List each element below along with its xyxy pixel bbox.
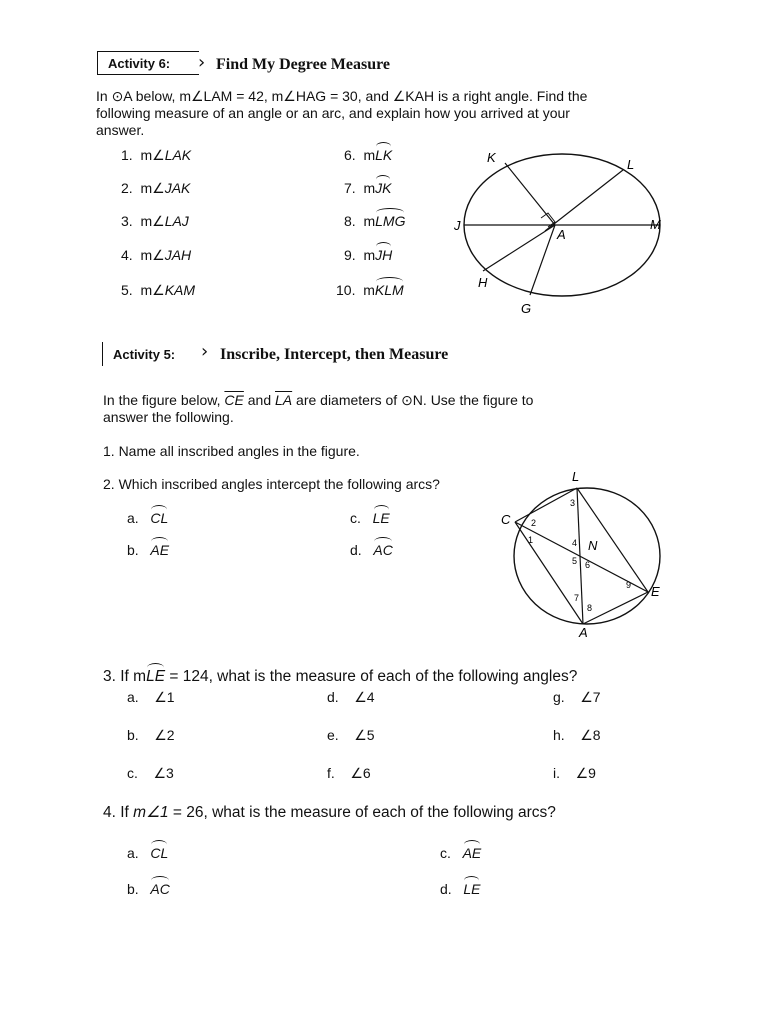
q2-item-a: a. CL: [127, 510, 169, 526]
segment-la: [545, 170, 623, 231]
question-1: 1. Name all inscribed angles in the figure.: [103, 443, 360, 459]
chevron-right-icon: ›: [198, 52, 206, 73]
label-c: C: [501, 512, 511, 527]
label-k: K: [487, 150, 496, 165]
label-a: A: [579, 625, 588, 640]
activity5-title: Inscribe, Intercept, then Measure: [220, 346, 449, 363]
q4-item-c: c. AE: [440, 845, 482, 861]
activity6-title: Find My Degree Measure: [216, 56, 391, 73]
segment-ha: [483, 225, 555, 271]
activity6-item-10: 10. mKLM: [336, 282, 404, 298]
angle-label-4: 4: [572, 538, 578, 548]
label-j: J: [454, 218, 461, 233]
q2-item-d: d. AC: [350, 542, 393, 558]
angle-label-6: 6: [585, 560, 591, 570]
activity6-item-5: 5. m∠KAM: [121, 282, 196, 298]
q3-item-h: h. ∠8: [553, 727, 601, 743]
chord-cl: [515, 488, 577, 522]
angle-label-3: 3: [570, 498, 576, 508]
q3-item-i: i. ∠9: [553, 765, 596, 781]
label-a: A: [557, 227, 566, 242]
activity6-item-3: 3. m∠LAJ: [121, 213, 189, 229]
label-h: H: [478, 275, 488, 290]
q2-item-c: c. LE: [350, 510, 390, 526]
activity6-item-8: 8. mLMG: [344, 213, 406, 229]
q2-item-b: b. AE: [127, 542, 170, 558]
q3-item-g: g. ∠7: [553, 689, 601, 705]
activity6-intro-line1: In ⊙A below, m∠LAM = 42, m∠HAG = 30, and ∠KAH is a right angle. Find the: [96, 88, 588, 104]
q3-item-f: f. ∠6: [327, 765, 371, 781]
label-e: E: [651, 584, 660, 599]
activity6-item-2: 2. m∠JAK: [121, 180, 191, 196]
label-l: L: [627, 157, 635, 172]
activity5-tag: [102, 342, 202, 366]
label-l: L: [572, 469, 580, 484]
diameter-la-label: $\overline{LA}$: [275, 392, 293, 408]
segment-ka: [505, 163, 555, 225]
activity6-intro-line3: answer.: [96, 122, 145, 138]
activity5-intro: [103, 392, 683, 426]
circle-a-figure: [445, 145, 685, 320]
activity5-intro-line1: In the figure below, $\overline{CE}$ and $\overline{LA}$ are diameters of ⊙N. Use the figure to: [103, 392, 534, 408]
angle-label-9: 9: [626, 580, 632, 590]
activity6-intro-line2: following measure of an angle or an arc, and explain how you arrived at your: [96, 105, 570, 121]
chevron-right-icon: ›: [201, 341, 209, 362]
segment-ga: [530, 225, 555, 295]
activity6-item-9: 9. mJH: [344, 247, 393, 263]
angle-label-8: 8: [587, 603, 593, 613]
diameter-la: [577, 488, 583, 624]
label-g: G: [521, 301, 532, 316]
q4-item-d: d. LE: [440, 881, 481, 897]
q4-item-a: a. CL: [127, 845, 169, 861]
diameter-ce-label: $\overline{CE}$: [224, 392, 244, 408]
q3-item-e: e. ∠5: [327, 727, 375, 743]
activity6-item-7: 7. mJK: [344, 180, 392, 196]
angle-label-7: 7: [574, 593, 580, 603]
activity5-tag-label: Activity 5:: [113, 346, 176, 362]
activity6-intro: [96, 88, 686, 139]
circle-n-figure: [495, 465, 685, 645]
q4-item-b: b. AC: [127, 881, 170, 897]
q3-item-c: c. ∠3: [127, 765, 174, 781]
activity6-tag-label: Activity 6:: [108, 55, 171, 71]
angle-label-5: 5: [572, 556, 578, 566]
q3-item-a: a. ∠1: [127, 689, 175, 705]
question-3: 3. If mLE = 124, what is the measure of each of the following angles?: [103, 668, 578, 685]
activity6-tag: [97, 51, 199, 75]
question-2: 2. Which inscribed angles intercept the following arcs?: [103, 476, 440, 492]
angle-label-2: 2: [531, 518, 537, 528]
activity6-item-6: 6. mLK: [344, 147, 393, 163]
angle-label-1: 1: [528, 535, 534, 545]
label-n: N: [588, 538, 598, 553]
activity6-item-4: 4. m∠JAH: [121, 247, 192, 263]
label-m: M: [650, 217, 661, 232]
activity6-item-1: 1. m∠LAK: [121, 147, 192, 163]
question-4: 4. If m∠1 = 26, what is the measure of each of the following arcs?: [103, 804, 556, 821]
q3-item-b: b. ∠2: [127, 727, 175, 743]
activity5-intro-line2: answer the following.: [103, 409, 234, 425]
q3-item-d: d. ∠4: [327, 689, 375, 705]
